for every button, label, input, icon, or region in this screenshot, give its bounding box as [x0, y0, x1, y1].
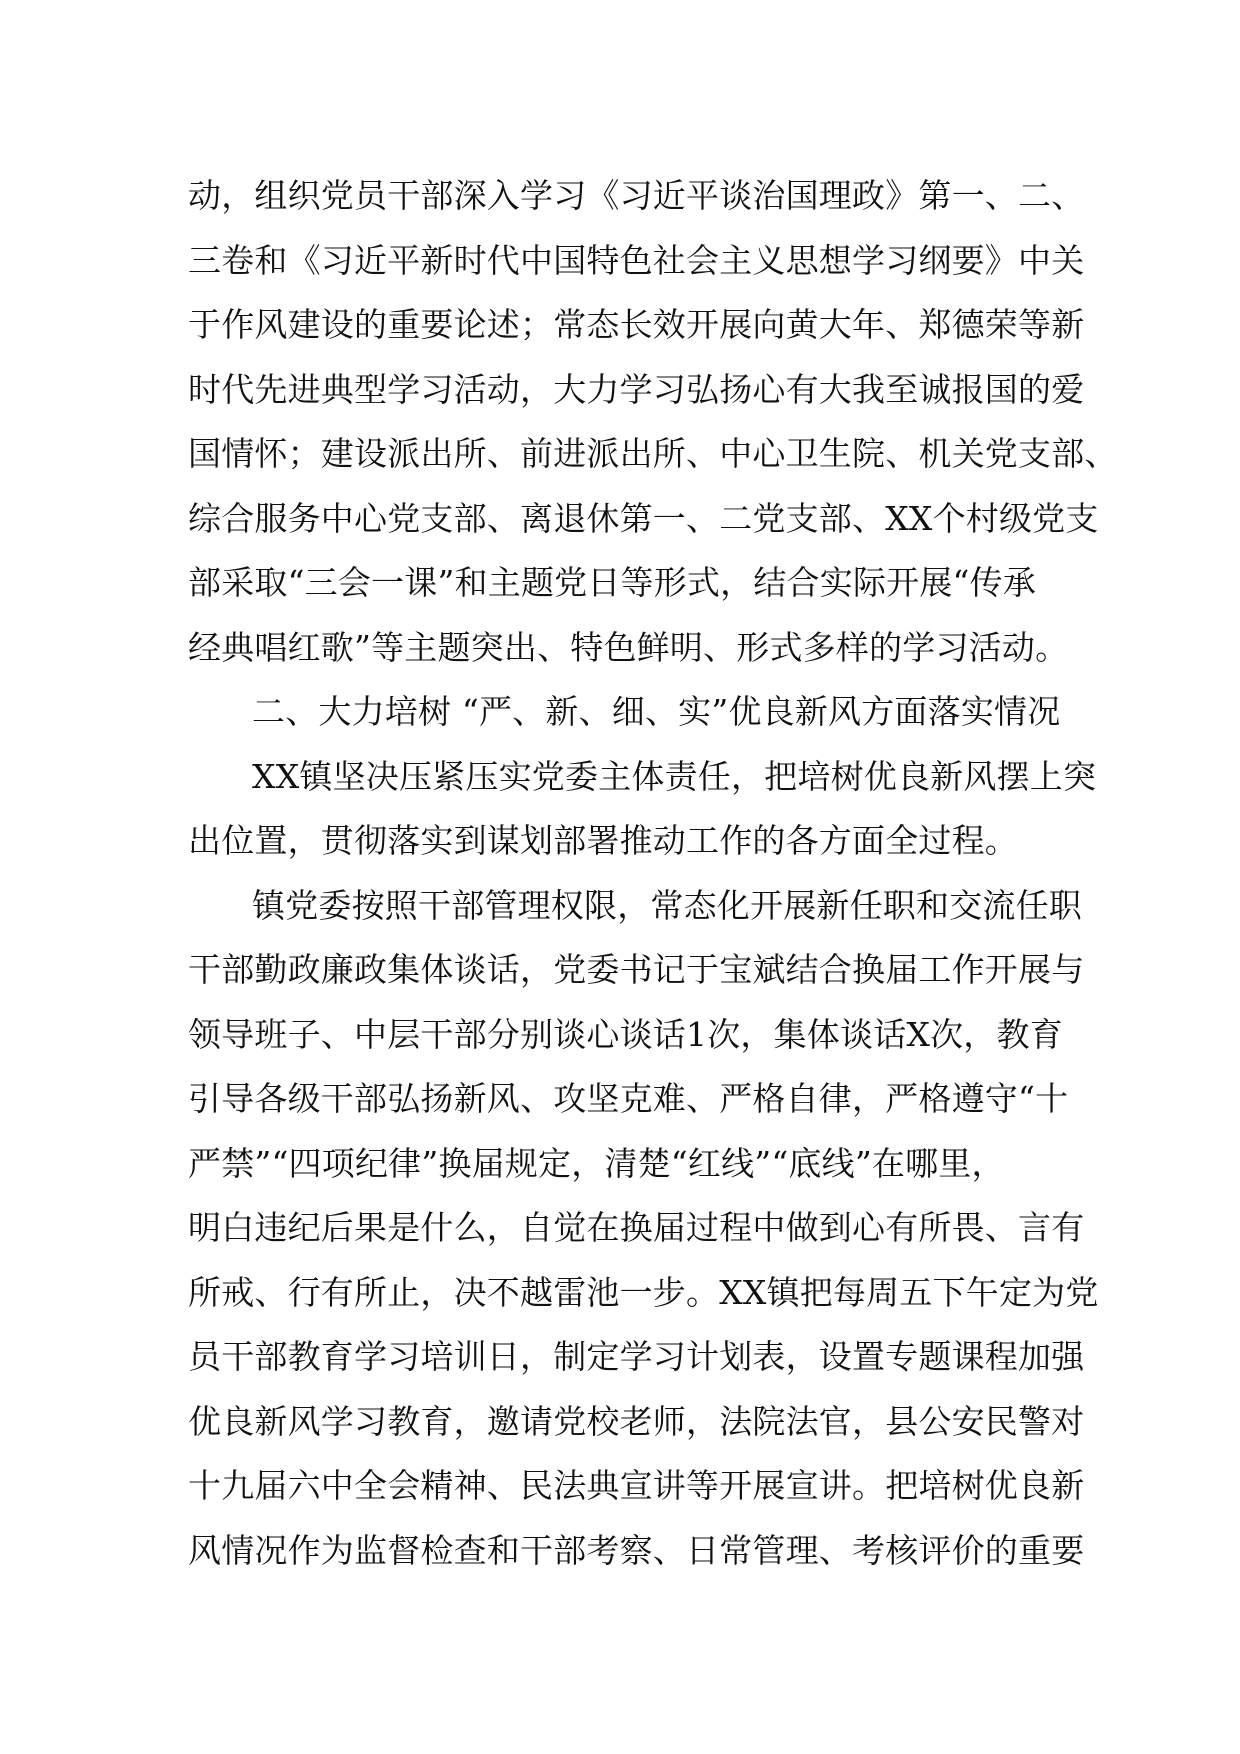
text-line: 国情怀；建设派出所、前进派出所、中心卫生院、机关党支部、: [188, 434, 1118, 473]
text-line: 明白违纪后果是什么，自觉在换届过程中做到心有所畏、言有: [188, 1208, 1085, 1247]
text-line: 优良新风学习教育，邀请党校老师，法院法官，县公安民警对: [188, 1401, 1085, 1441]
text-line: 领导班子、中层干部分别谈心谈话1次，集体谈话X次，教育: [188, 1014, 1063, 1054]
text-line: 时代先进典型学习活动，大力学习弘扬心有大我至诚报国的爱: [188, 369, 1085, 409]
paragraph-study-activities: [188, 164, 1118, 680]
text-line: 出位置，贯彻落实到谋划部署推动工作的各方面全过程。: [188, 821, 1018, 860]
section-heading: [188, 680, 1088, 745]
text-line: 镇党委按照干部管理权限，常态化开展新任职和交流任职: [252, 885, 1082, 925]
text-line: 风情况作为监督检查和干部考察、日常管理、考核评价的重要: [188, 1530, 1085, 1570]
text-line: 部采取“三会一课”和主题党日等形式，结合实际开展“传承: [188, 563, 1037, 602]
heading-line: 二、大力培树 “严、新、细、实”优良新风方面落实情况: [252, 692, 1061, 731]
text-line: 于作风建设的重要论述；常态长效开展向黄大年、郑德荣等新: [188, 305, 1085, 344]
text-line: 动，组织党员干部深入学习《习近平谈治国理政》第一、二、: [188, 176, 1085, 215]
text-line: 干部勤政廉政集体谈话，党委书记于宝斌结合换届工作开展与: [188, 950, 1085, 989]
text-line: 经典唱红歌”等主题突出、特色鲜明、形式多样的学习活动。: [188, 627, 1069, 667]
text-line: XX镇坚决压紧压实党委主体责任，把培树优良新风摆上突: [252, 756, 1097, 796]
text-line: 十九届六中全会精神、民法典宣讲等开展宣讲。把培树优良新: [188, 1466, 1085, 1505]
text-line: 员干部教育学习培训日，制定学习计划表，设置专题课程加强: [188, 1337, 1085, 1376]
text-line: 引导各级干部弘扬新风、攻坚克难、严格自律，严格遵守“十: [188, 1079, 1069, 1118]
document-body: [188, 164, 1118, 1583]
text-line: 三卷和《习近平新时代中国特色社会主义思想学习纲要》中关: [188, 240, 1085, 280]
text-line: 综合服务中心党支部、离退休第一、二党支部、XX个村级党支: [188, 498, 1099, 538]
text-line: 所戒、行有所止，决不越雷池一步。XX镇把每周五下午定为党: [188, 1272, 1099, 1312]
text-line: 严禁”“四项纪律”换届规定，清楚“红线”“底线”在哪里，: [188, 1143, 1005, 1183]
paragraph-party-responsibility: [188, 745, 1097, 874]
paragraph-cadre-management: [188, 874, 1099, 1584]
